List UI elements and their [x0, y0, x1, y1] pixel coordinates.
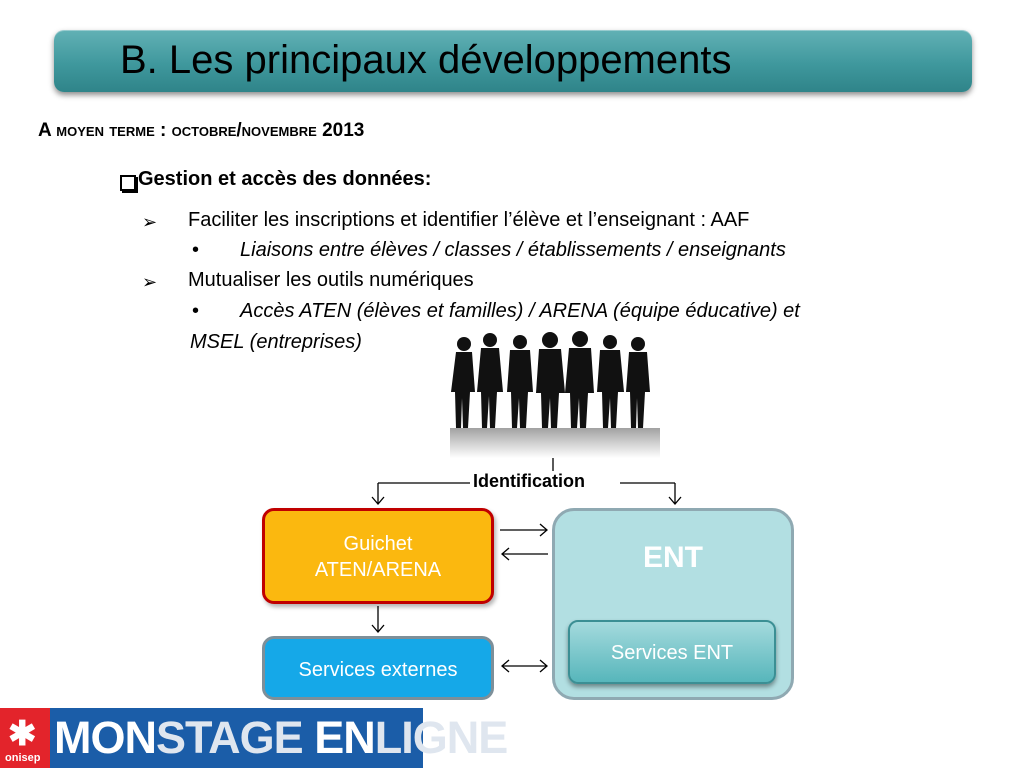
- bullet-dot-icon: •: [192, 239, 200, 261]
- logo-wordmark: [54, 712, 507, 764]
- onisep-logo-block: [0, 708, 50, 768]
- logo-part-ligne: LIGNE: [374, 712, 508, 763]
- bullet-dot-icon: •: [192, 300, 200, 322]
- guichet-label-line1: Guichet: [343, 533, 413, 555]
- logo-part-mon: MON: [54, 712, 156, 763]
- item-1-sub: Liaisons entre élèves / classes / établissements / enseignants: [240, 239, 786, 261]
- slide-title: B. Les principaux développements: [120, 38, 732, 82]
- subtitle: A moyen terme : octobre/novembre 2013: [38, 120, 365, 141]
- monstage-enligne-logo: [0, 708, 508, 768]
- item-2-sub-line1: Accès ATEN (élèves et familles) / ARENA (équipe éducative) et: [240, 300, 800, 322]
- item-1-text: Faciliter les inscriptions et identifier l’élève et l’enseignant : AAF: [188, 209, 750, 231]
- onisep-logo-text: onisep: [5, 752, 41, 764]
- services-ent-box: Services ENT: [568, 620, 776, 684]
- guichet-label-line2: ATEN/ARENA: [314, 559, 442, 581]
- onisep-star-icon: ✱: [8, 715, 37, 753]
- arrowhead-bullet-icon: ➢: [142, 272, 158, 292]
- arrowhead-bullet-icon: ➢: [142, 212, 158, 232]
- services-externes-box: Services externes: [262, 636, 494, 700]
- identification-label: Identification: [470, 471, 588, 492]
- logo-part-stage: STAGE: [156, 712, 303, 763]
- item-2-sub-line2: MSEL (entreprises): [190, 331, 362, 353]
- section-heading: Gestion et accès des données:: [138, 168, 432, 190]
- logo-part-en: EN: [314, 712, 375, 763]
- item-2-text: Mutualiser les outils numériques: [188, 269, 474, 291]
- ent-label: ENT: [643, 541, 703, 574]
- guichet-box: [262, 508, 494, 604]
